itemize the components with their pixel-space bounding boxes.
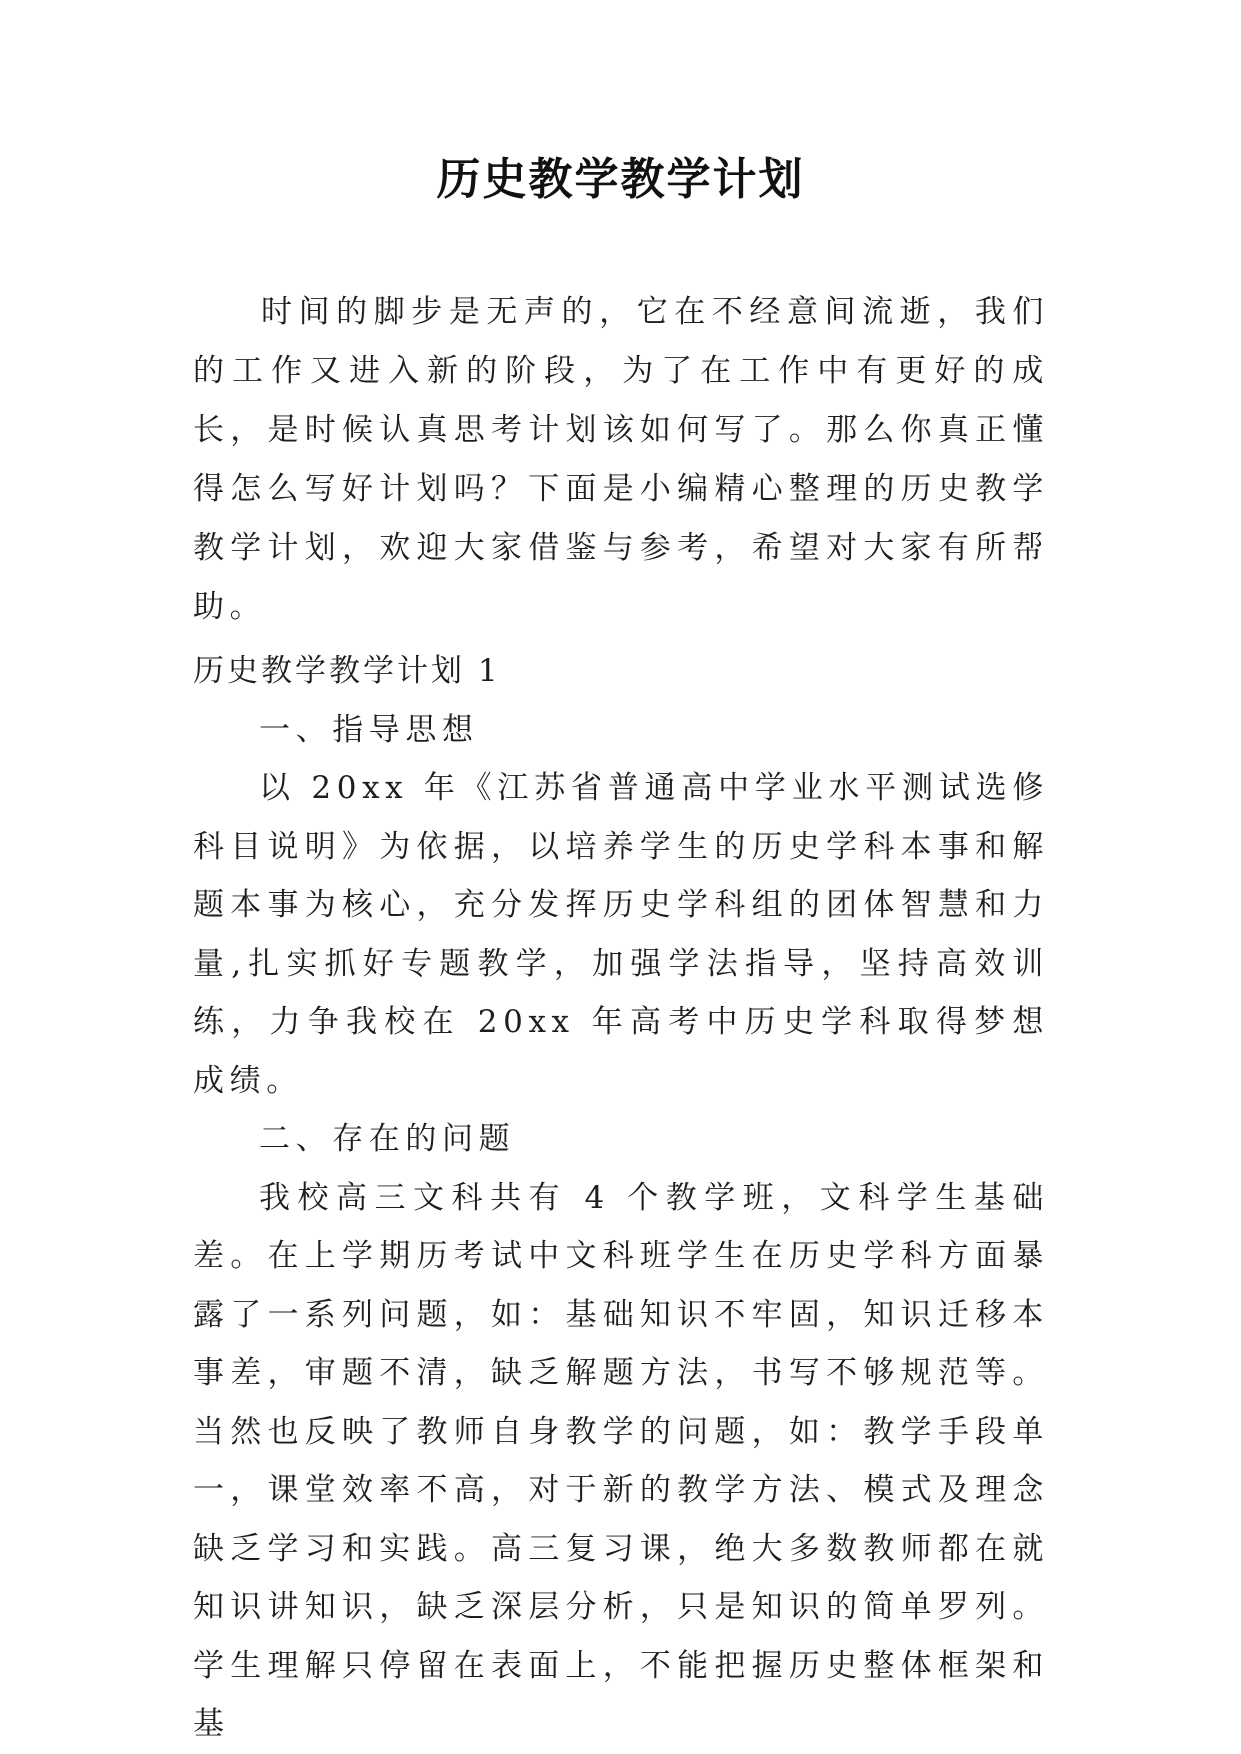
section-1	[193, 642, 1049, 1754]
document-title: 历史教学教学计划	[436, 154, 805, 205]
paragraph-guiding-ideology: 以 20xx 年《江苏省普通高中学业水平测试选修科目说明》为依据，以培养学生的历史学科本事和解题本事为核心，充分发挥历史学科组的团体智慧和力量,扎实抓好专题教学，加强学法指导，坚持高效训练，力争我校在 20xx 年高考中历史学科取得梦想成绩。	[193, 770, 1049, 1099]
paragraph-existing-problems: 我校高三文科共有 4 个教学班，文科学生基础差。在上学期历考试中文科班学生在历史学科方面暴露了一系列问题，如：基础知识不牢固，知识迁移本事差，审题不清，缺乏解题方法，书写不够规范等。当然也反映了教师自身教学的问题，如：教学手段单一，课堂效率不高，对于新的教学方法、模式及理念缺乏学习和实践。高三复习课，绝大多数教师都在就知识讲知识，缺乏深层分析，只是知识的简单罗列。学生理解只停留在表面上，不能把握历史整体框架和基	[193, 1179, 1049, 1742]
section-heading-existing-problems: 二、存在的问题	[259, 1121, 516, 1157]
intro-paragraph: 时间的脚步是无声的，它在不经意间流逝，我们的工作又进入新的阶段，为了在工作中有更好的成长，是时候认真思考计划该如何写了。那么你真正懂得怎么写好计划吗？下面是小编精心整理的历史教学教学计划，欢迎大家借鉴与参考，希望对大家有所帮助。	[193, 294, 1049, 625]
section-title: 历史教学教学计划 1	[193, 653, 501, 689]
section-heading-guiding-ideology: 一、指导思想	[259, 711, 479, 748]
